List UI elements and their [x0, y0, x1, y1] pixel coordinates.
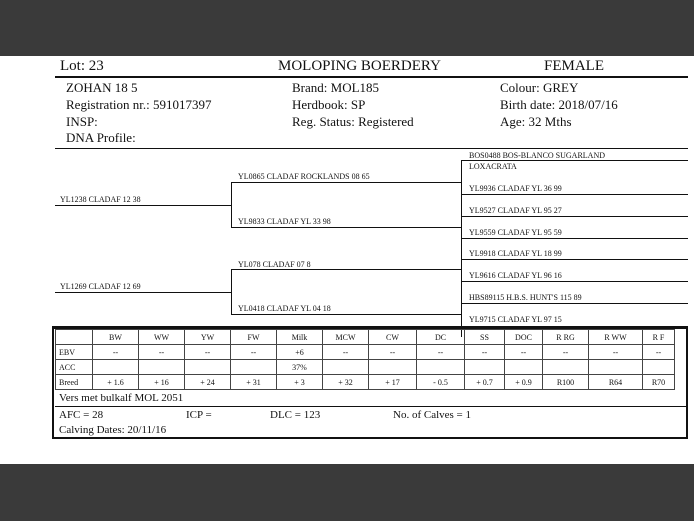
ds-connector — [461, 249, 462, 293]
table-cell: -- — [185, 345, 231, 360]
table-cell: +6 — [277, 345, 323, 360]
dam-connector — [231, 269, 232, 314]
column-header: FW — [231, 330, 277, 345]
sire-sire-sire: BOS0488 BOS-BLANCO SUGARLAND — [469, 151, 606, 160]
ds-line — [231, 269, 461, 270]
table-cell: 37% — [277, 360, 323, 375]
table-cell — [185, 360, 231, 375]
dd-line — [231, 314, 461, 315]
column-header: WW — [139, 330, 185, 345]
afc: AFC = 28 — [59, 409, 104, 421]
table-cell: -- — [369, 345, 417, 360]
table-header-row — [56, 330, 675, 345]
column-header: BW — [93, 330, 139, 345]
lot-number: Lot: 23 — [60, 58, 104, 74]
remark: Vers met bulkalf MOL 2051 — [59, 392, 184, 404]
column-header: R WW — [589, 330, 643, 345]
lot-sheet — [0, 56, 694, 464]
table-cell: + 17 — [369, 375, 417, 390]
column-header: YW — [185, 330, 231, 345]
age: Age: 32 Mths — [500, 114, 572, 129]
performance-table — [55, 329, 675, 390]
table-right-rule — [686, 326, 688, 437]
sire-sire-sire-line2: LOXACRATA — [469, 162, 517, 171]
table-cell: + 1.6 — [93, 375, 139, 390]
table-cell — [465, 360, 505, 375]
dss-line — [461, 259, 688, 260]
table-cell: ACC — [56, 360, 93, 375]
table-cell: -- — [505, 345, 543, 360]
table-cell: + 16 — [139, 375, 185, 390]
table-cell — [417, 360, 465, 375]
sire-connector — [231, 182, 232, 227]
table-cell: EBV — [56, 345, 93, 360]
table-cell: -- — [139, 345, 185, 360]
dam-dam-sire: HBS89115 H.B.S. HUNT'S 115 89 — [469, 293, 582, 302]
column-header: MCW — [323, 330, 369, 345]
table-cell: Breed — [56, 375, 93, 390]
table-cell: -- — [417, 345, 465, 360]
table-left-rule — [52, 326, 54, 437]
ssd-line — [461, 194, 688, 195]
table-cell: -- — [323, 345, 369, 360]
table-cell — [93, 360, 139, 375]
dam-dam-dam: YL9715 CLADAF YL 97 15 — [469, 315, 562, 324]
header-rule — [55, 76, 688, 78]
bottom-rule — [52, 437, 688, 439]
table-cell — [139, 360, 185, 375]
dam-sire-sire: YL9918 CLADAF YL 18 99 — [469, 249, 562, 258]
dam: YL1269 CLADAF 12 69 — [60, 282, 141, 291]
colour: Colour: GREY — [500, 80, 579, 95]
dsd-line — [461, 281, 688, 282]
herdbook: Herdbook: SP — [292, 97, 366, 112]
sdd-line — [461, 238, 688, 239]
column-header: DC — [417, 330, 465, 345]
sire: YL1238 CLADAF 12 38 — [60, 195, 141, 204]
column-header: DOC — [505, 330, 543, 345]
table-cell — [369, 360, 417, 375]
table-row — [56, 375, 675, 390]
table-cell: -- — [93, 345, 139, 360]
sire-sire-dam: YL9936 CLADAF YL 36 99 — [469, 184, 562, 193]
dlc: DLC = 123 — [270, 409, 321, 421]
table-cell: R64 — [589, 375, 643, 390]
sire-dam-dam: YL9559 CLADAF YL 95 59 — [469, 228, 562, 237]
sire-line — [55, 205, 231, 206]
table-cell: + 3 — [277, 375, 323, 390]
dds-line — [461, 303, 688, 304]
column-header: R F — [643, 330, 675, 345]
icp: ICP = — [186, 409, 212, 421]
sire-dam: YL9833 CLADAF YL 33 98 — [238, 217, 331, 226]
table-cell: + 0.9 — [505, 375, 543, 390]
table-cell: R100 — [543, 375, 589, 390]
table-cell — [589, 360, 643, 375]
dna-profile-label: DNA Profile: — [66, 130, 136, 145]
table-cell — [323, 360, 369, 375]
table-cell: -- — [543, 345, 589, 360]
sire-dam-sire: YL9527 CLADAF YL 95 27 — [469, 206, 562, 215]
column-header: Milk — [277, 330, 323, 345]
breeder-name: MOLOPING BOERDERY — [278, 58, 441, 74]
sss-line — [461, 160, 688, 161]
footer-rule — [55, 406, 688, 407]
table-cell — [543, 360, 589, 375]
sex-label: FEMALE — [544, 58, 604, 74]
reg-status: Reg. Status: Registered — [292, 114, 414, 129]
sire-sire: YL0865 CLADAF ROCKLANDS 08 65 — [238, 172, 370, 181]
table-cell: -- — [643, 345, 675, 360]
ss-connector — [461, 160, 462, 205]
table-cell — [643, 360, 675, 375]
registration-number: Registration nr.: 591017397 — [66, 97, 212, 112]
table-cell: R70 — [643, 375, 675, 390]
birth-date: Birth date: 2018/07/16 — [500, 97, 618, 112]
table-cell — [505, 360, 543, 375]
dam-line — [55, 292, 231, 293]
animal-name: ZOHAN 18 5 — [66, 80, 138, 95]
sd-connector — [461, 205, 462, 250]
table-row — [56, 360, 675, 375]
calving-dates: Calving Dates: 20/11/16 — [59, 424, 167, 436]
sds-line — [461, 216, 688, 217]
column-header: CW — [369, 330, 417, 345]
table-cell: + 0.7 — [465, 375, 505, 390]
table-cell: + 24 — [185, 375, 231, 390]
table-cell: -- — [589, 345, 643, 360]
table-cell: -- — [231, 345, 277, 360]
info-rule — [55, 148, 688, 149]
table-cell — [231, 360, 277, 375]
table-cell: - 0.5 — [417, 375, 465, 390]
table-cell: + 31 — [231, 375, 277, 390]
table-cell: -- — [465, 345, 505, 360]
no-of-calves: No. of Calves = 1 — [393, 409, 471, 421]
column-header: R RG — [543, 330, 589, 345]
dam-dam: YL0418 CLADAF YL 04 18 — [238, 304, 331, 313]
dam-sire-dam: YL9616 CLADAF YL 96 16 — [469, 271, 562, 280]
dam-sire: YL078 CLADAF 07 8 — [238, 260, 311, 269]
ss-line — [231, 182, 461, 183]
insp-label: INSP: — [66, 114, 98, 129]
table-cell: + 32 — [323, 375, 369, 390]
column-header: SS — [465, 330, 505, 345]
column-header — [56, 330, 93, 345]
brand: Brand: MOL185 — [292, 80, 380, 95]
sd-line — [231, 227, 461, 228]
table-row — [56, 345, 675, 360]
